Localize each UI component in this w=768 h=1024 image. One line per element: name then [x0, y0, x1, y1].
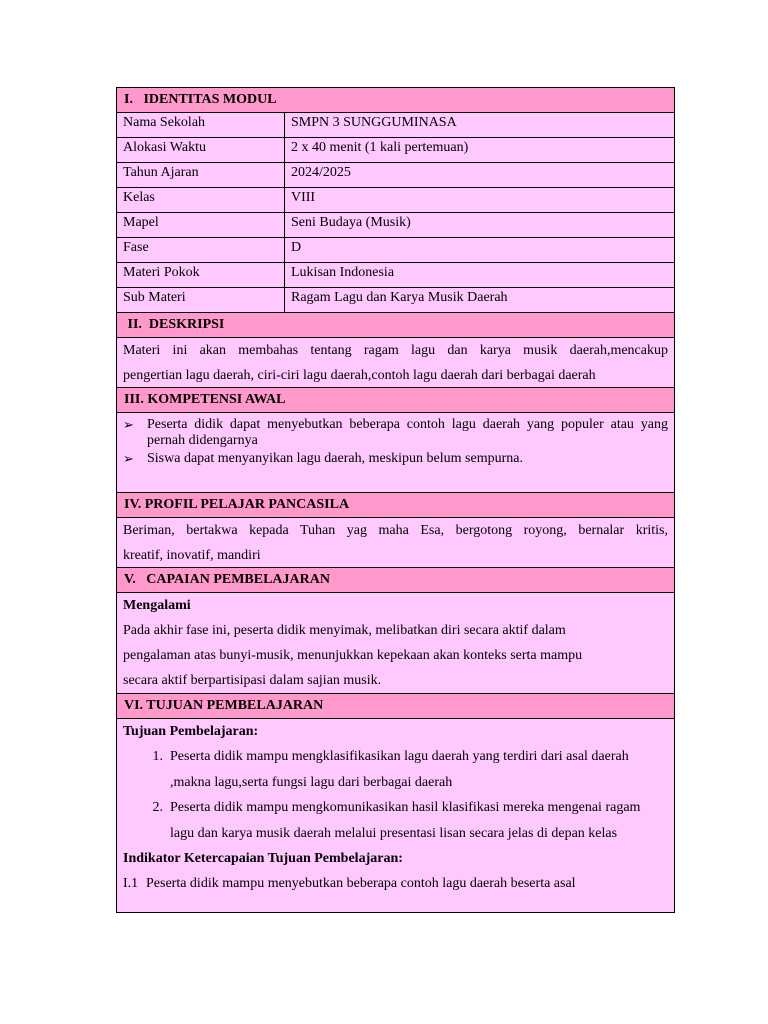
section-capaian-title: V. CAPAIAN PEMBELAJARAN: [124, 572, 330, 587]
section-profil-title: IV. PROFIL PELAJAR PANCASILA: [124, 497, 350, 512]
indikator-text: Peserta didik mampu menyebutkan beberapa contoh lagu daerah beserta asal: [146, 876, 576, 891]
section-kompetensi-header: [117, 388, 674, 413]
section-tujuan-header: [117, 694, 674, 719]
identity-value: Seni Budaya (Musik): [291, 215, 411, 230]
deskripsi-body: [117, 338, 674, 388]
identity-value: VIII: [291, 190, 316, 205]
profil-body: [117, 518, 674, 568]
identity-value: SMPN 3 SUNGGUMINASA: [291, 115, 457, 130]
section-kompetensi-title: III. KOMPETENSI AWAL: [124, 392, 286, 407]
kompetensi-body: [117, 413, 674, 493]
identity-value: D: [291, 240, 302, 255]
indikator-item: [123, 871, 668, 895]
list-item-text: Peserta didik mampu mengklasifikasikan lagu daerah yang terdiri dari asal daerah ,makna lagu,serta fungsi lagu dari berbagai daerah: [170, 749, 629, 790]
indikator-title: Indikator Ketercapaian Tujuan Pembelajaran:: [123, 851, 403, 866]
identity-label: Nama Sekolah: [117, 113, 285, 137]
identity-value: 2024/2025: [291, 165, 351, 180]
identity-label: Fase: [117, 238, 285, 262]
tujuan-subtitle: Tujuan Pembelajaran:: [123, 724, 259, 739]
identity-label: Tahun Ajaran: [117, 163, 285, 187]
identity-value: Ragam Lagu dan Karya Musik Daerah: [291, 290, 508, 305]
section-identitas-header: [117, 88, 674, 113]
identity-label: Kelas: [117, 188, 285, 212]
arrow-bullet-icon: ➢: [123, 417, 134, 432]
arrow-bullet-icon: ➢: [123, 451, 134, 466]
indikator-number: I.1: [123, 876, 139, 891]
identity-value: 2 x 40 menit (1 kali pertemuan): [291, 140, 469, 155]
identity-row: [117, 288, 674, 313]
deskripsi-line: pengertian lagu daerah, ciri-ciri lagu daerah,contoh lagu daerah dari berbagai daerah: [123, 368, 596, 383]
tujuan-list: [123, 744, 668, 846]
section-deskripsi-header: [117, 313, 674, 338]
identity-label: Alokasi Waktu: [117, 138, 285, 162]
identity-row: [117, 238, 674, 263]
module-document: [116, 87, 675, 913]
identity-label: Sub Materi: [117, 288, 285, 312]
identity-label: Materi Pokok: [117, 263, 285, 287]
list-item: [123, 417, 668, 449]
section-capaian-header: [117, 568, 674, 593]
list-item: [123, 451, 668, 467]
capaian-subtitle: Mengalami: [123, 598, 191, 613]
identity-row: [117, 113, 674, 138]
capaian-line: secara aktif berpartisipasi dalam sajian musik.: [123, 673, 382, 688]
profil-line: Beriman, bertakwa kepada Tuhan yag maha Esa, bergotong royong, bernalar kritis,: [123, 523, 668, 538]
identity-row: [117, 138, 674, 163]
list-item: [123, 795, 668, 846]
identity-label: Mapel: [117, 213, 285, 237]
tujuan-body: [117, 719, 674, 913]
section-tujuan-title: VI. TUJUAN PEMBELAJARAN: [124, 698, 324, 713]
capaian-line: Pada akhir fase ini, peserta didik menyimak, melibatkan diri secara aktif dalam: [123, 623, 566, 638]
list-item-text: Siswa dapat menyanyikan lagu daerah, meskipun belum sempurna.: [147, 451, 523, 466]
identity-row: [117, 163, 674, 188]
list-item-number: 2.: [152, 800, 163, 815]
identity-value: Lukisan Indonesia: [291, 265, 395, 280]
list-item-number: 1.: [152, 749, 163, 764]
identity-row: [117, 188, 674, 213]
list-item: [123, 744, 668, 795]
section-identitas-title: I. IDENTITAS MODUL: [124, 92, 277, 107]
identity-row: [117, 213, 674, 238]
profil-line: kreatif, inovatif, mandiri: [123, 548, 261, 563]
capaian-body: [117, 593, 674, 694]
capaian-line: pengalaman atas bunyi-musik, menunjukkan kepekaan akan konteks serta mampu: [123, 648, 583, 663]
kompetensi-list: [117, 413, 674, 491]
section-deskripsi-title: II. DESKRIPSI: [124, 317, 225, 332]
list-item-text: Peserta didik mampu mengkomunikasikan hasil klasifikasi mereka mengenai ragam lagu dan karya musik daerah melalui presentasi lisan secara jelas di depan kelas: [170, 800, 641, 841]
identity-row: [117, 263, 674, 288]
deskripsi-line: Materi ini akan membahas tentang ragam lagu dan karya musik daerah,mencakup: [123, 343, 668, 358]
list-item-text: Peserta didik dapat menyebutkan beberapa contoh lagu daerah yang populer atau yang pernah didengarnya: [147, 417, 668, 448]
section-profil-header: [117, 493, 674, 518]
